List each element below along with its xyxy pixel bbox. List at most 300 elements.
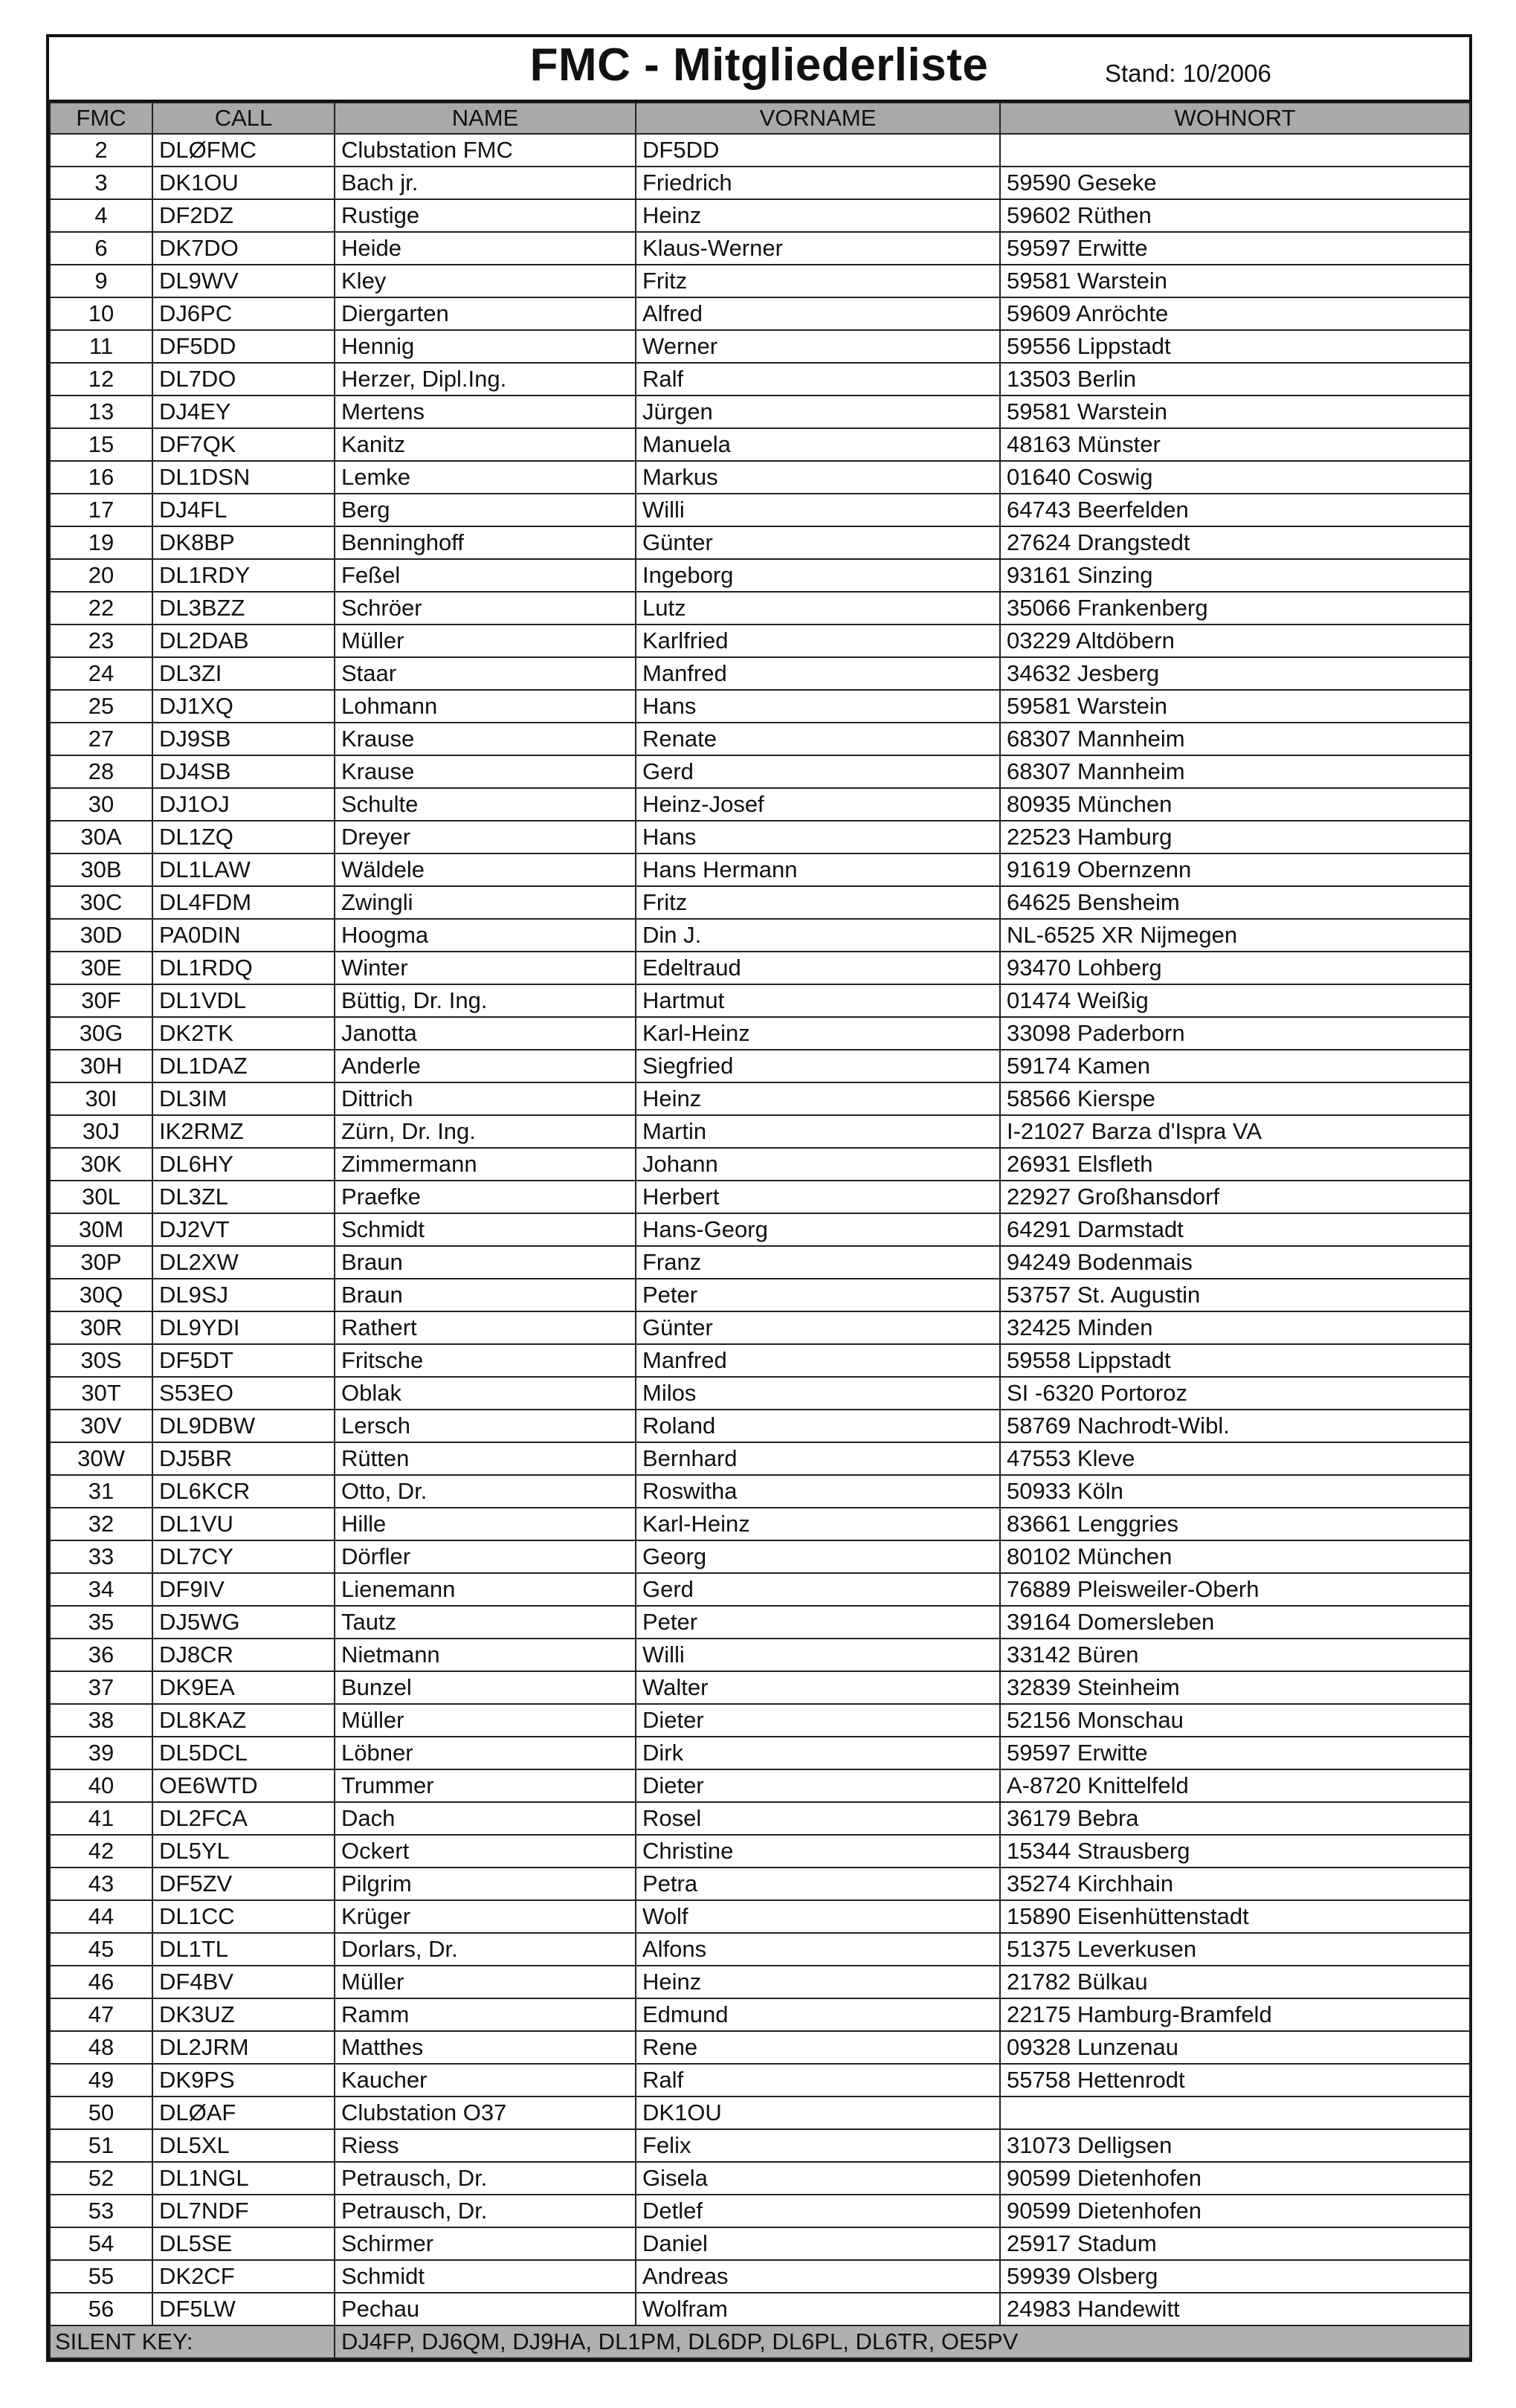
cell-call: DL3ZL [152, 1181, 335, 1213]
cell-name: Fritsche [335, 1344, 636, 1377]
cell-vorname: Din J. [636, 919, 1000, 952]
table-row [50, 2227, 1470, 2260]
cell-fmc: 33 [50, 1540, 152, 1573]
table-row [50, 723, 1470, 755]
table-row [50, 1181, 1470, 1213]
cell-name: Braun [335, 1246, 636, 1279]
cell-name: Müller [335, 1704, 636, 1737]
table-row [50, 1344, 1470, 1377]
table-row [50, 984, 1470, 1017]
cell-wohnort: 90599 Dietenhofen [1000, 2162, 1470, 2195]
cell-name: Krause [335, 755, 636, 788]
cell-call: DJ5BR [152, 1442, 335, 1475]
cell-vorname: Milos [636, 1377, 1000, 1410]
cell-fmc: 16 [50, 461, 152, 494]
cell-wohnort: 47553 Kleve [1000, 1442, 1470, 1475]
cell-vorname: Roswitha [636, 1475, 1000, 1508]
table-row [50, 1442, 1470, 1475]
cell-call: DL7NDF [152, 2195, 335, 2227]
cell-wohnort: 26931 Elsfleth [1000, 1148, 1470, 1181]
cell-call: DL1TL [152, 1933, 335, 1966]
cell-vorname: Ralf [636, 363, 1000, 396]
cell-wohnort: I-21027 Barza d'Ispra VA [1000, 1115, 1470, 1148]
cell-call: DJ2VT [152, 1213, 335, 1246]
cell-name: Janotta [335, 1017, 636, 1050]
cell-name: Winter [335, 952, 636, 984]
cell-name: Hille [335, 1508, 636, 1540]
cell-call: DL1RDQ [152, 952, 335, 984]
cell-name: Rathert [335, 1311, 636, 1344]
cell-call: DL8KAZ [152, 1704, 335, 1737]
cell-wohnort: 59597 Erwitte [1000, 1737, 1470, 1769]
cell-wohnort: 22175 Hamburg-Bramfeld [1000, 1998, 1470, 2031]
table-row [50, 1377, 1470, 1410]
cell-fmc: 31 [50, 1475, 152, 1508]
cell-fmc: 22 [50, 592, 152, 624]
cell-wohnort: 52156 Monschau [1000, 1704, 1470, 1737]
cell-name: Anderle [335, 1050, 636, 1082]
cell-vorname: Karl-Heinz [636, 1017, 1000, 1050]
cell-vorname: Daniel [636, 2227, 1000, 2260]
cell-call: DJ4SB [152, 755, 335, 788]
table-row [50, 1802, 1470, 1835]
cell-name: Benninghoff [335, 526, 636, 559]
cell-vorname: Ralf [636, 2064, 1000, 2096]
table-row [50, 428, 1470, 461]
cell-call: DL5SE [152, 2227, 335, 2260]
table-row [50, 952, 1470, 984]
cell-fmc: 36 [50, 1639, 152, 1671]
cell-call: DJ1OJ [152, 788, 335, 821]
cell-vorname: Alfons [636, 1933, 1000, 1966]
cell-call: DJ5WG [152, 1606, 335, 1639]
table-row [50, 1082, 1470, 1115]
cell-wohnort: 50933 Köln [1000, 1475, 1470, 1508]
cell-fmc: 27 [50, 723, 152, 755]
table-row [50, 1933, 1470, 1966]
cell-fmc: 50 [50, 2096, 152, 2129]
table-row [50, 297, 1470, 330]
table-row [50, 1475, 1470, 1508]
cell-fmc: 37 [50, 1671, 152, 1704]
cell-name: Dach [335, 1802, 636, 1835]
cell-fmc: 30B [50, 853, 152, 886]
cell-call: DF2DZ [152, 199, 335, 232]
cell-vorname: Herbert [636, 1181, 1000, 1213]
cell-call: DL2XW [152, 1246, 335, 1279]
table-row [50, 2031, 1470, 2064]
cell-vorname: Karlfried [636, 624, 1000, 657]
cell-wohnort: SI -6320 Portoroz [1000, 1377, 1470, 1410]
cell-wohnort: 55758 Hettenrodt [1000, 2064, 1470, 2096]
table-row [50, 624, 1470, 657]
cell-vorname: Lutz [636, 592, 1000, 624]
cell-fmc: 41 [50, 1802, 152, 1835]
cell-vorname: Peter [636, 1279, 1000, 1311]
cell-name: Bach jr. [335, 167, 636, 199]
cell-fmc: 24 [50, 657, 152, 690]
cell-wohnort: 35274 Kirchhain [1000, 1868, 1470, 1900]
cell-fmc: 30 [50, 788, 152, 821]
cell-call: PA0DIN [152, 919, 335, 952]
cell-name: Matthes [335, 2031, 636, 2064]
table-row [50, 592, 1470, 624]
cell-fmc: 20 [50, 559, 152, 592]
cell-call: DL3BZZ [152, 592, 335, 624]
cell-name: Kley [335, 265, 636, 297]
cell-wohnort: 13503 Berlin [1000, 363, 1470, 396]
table-row [50, 265, 1470, 297]
cell-name: Krause [335, 723, 636, 755]
cell-name: Zimmermann [335, 1148, 636, 1181]
cell-call: DL6HY [152, 1148, 335, 1181]
cell-name: Müller [335, 624, 636, 657]
cell-name: Hoogma [335, 919, 636, 952]
cell-fmc: 39 [50, 1737, 152, 1769]
cell-vorname: Dirk [636, 1737, 1000, 1769]
cell-vorname: Bernhard [636, 1442, 1000, 1475]
cell-call: DL2JRM [152, 2031, 335, 2064]
table-row [50, 2129, 1470, 2162]
cell-fmc: 30D [50, 919, 152, 952]
cell-vorname: Fritz [636, 886, 1000, 919]
cell-call: DJ4FL [152, 494, 335, 526]
cell-name: Herzer, Dipl.Ing. [335, 363, 636, 396]
table-row [50, 1213, 1470, 1246]
member-table [49, 102, 1471, 2359]
cell-wohnort: 32839 Steinheim [1000, 1671, 1470, 1704]
cell-call: DL5XL [152, 2129, 335, 2162]
cell-vorname: Karl-Heinz [636, 1508, 1000, 1540]
cell-wohnort: 93161 Sinzing [1000, 559, 1470, 592]
cell-name: Schulte [335, 788, 636, 821]
cell-name: Lersch [335, 1410, 636, 1442]
table-row [50, 2293, 1470, 2325]
cell-wohnort: 80102 München [1000, 1540, 1470, 1573]
cell-vorname: Willi [636, 1639, 1000, 1671]
cell-fmc: 30C [50, 886, 152, 919]
cell-fmc: 2 [50, 134, 152, 167]
column-header-wohnort: WOHNORT [1000, 103, 1470, 134]
table-row [50, 2064, 1470, 2096]
cell-vorname: Siegfried [636, 1050, 1000, 1082]
cell-fmc: 30H [50, 1050, 152, 1082]
cell-fmc: 52 [50, 2162, 152, 2195]
cell-call: DF5ZV [152, 1868, 335, 1900]
cell-wohnort: 22523 Hamburg [1000, 821, 1470, 853]
cell-vorname: Rosel [636, 1802, 1000, 1835]
cell-call: DL2DAB [152, 624, 335, 657]
cell-fmc: 30K [50, 1148, 152, 1181]
cell-wohnort: 31073 Delligsen [1000, 2129, 1470, 2162]
table-row [50, 232, 1470, 265]
cell-vorname: Klaus-Werner [636, 232, 1000, 265]
cell-name: Schirmer [335, 2227, 636, 2260]
cell-call: DF5DD [152, 330, 335, 363]
cell-call: DL1VDL [152, 984, 335, 1017]
table-row [50, 1540, 1470, 1573]
cell-wohnort: 59609 Anröchte [1000, 297, 1470, 330]
cell-fmc: 40 [50, 1769, 152, 1802]
cell-fmc: 34 [50, 1573, 152, 1606]
table-row [50, 1508, 1470, 1540]
cell-wohnort: 58769 Nachrodt-Wibl. [1000, 1410, 1470, 1442]
table-row [50, 1148, 1470, 1181]
cell-fmc: 30E [50, 952, 152, 984]
table-row [50, 1573, 1470, 1606]
cell-name: Kaucher [335, 2064, 636, 2096]
cell-vorname: Alfred [636, 297, 1000, 330]
cell-call: DF5LW [152, 2293, 335, 2325]
cell-call: DK8BP [152, 526, 335, 559]
cell-fmc: 28 [50, 755, 152, 788]
cell-name: Nietmann [335, 1639, 636, 1671]
cell-call: DL5DCL [152, 1737, 335, 1769]
table-row [50, 755, 1470, 788]
cell-vorname: Christine [636, 1835, 1000, 1868]
cell-name: Riess [335, 2129, 636, 2162]
cell-name: Zwingli [335, 886, 636, 919]
cell-call: DL3ZI [152, 657, 335, 690]
cell-name: Trummer [335, 1769, 636, 1802]
cell-wohnort: 59602 Rüthen [1000, 199, 1470, 232]
cell-vorname: Roland [636, 1410, 1000, 1442]
cell-call: DL3IM [152, 1082, 335, 1115]
cell-wohnort: 09328 Lunzenau [1000, 2031, 1470, 2064]
cell-name: Lemke [335, 461, 636, 494]
cell-call: DL1VU [152, 1508, 335, 1540]
silent-key-calls: DJ4FP, DJ6QM, DJ9HA, DL1PM, DL6DP, DL6PL, DL6TR, OE5PV [335, 2325, 1470, 2358]
cell-fmc: 15 [50, 428, 152, 461]
cell-fmc: 51 [50, 2129, 152, 2162]
table-row [50, 2195, 1470, 2227]
cell-call: DL1CC [152, 1900, 335, 1933]
cell-call: DL4FDM [152, 886, 335, 919]
cell-name: Lienemann [335, 1573, 636, 1606]
cell-wohnort: 59558 Lippstadt [1000, 1344, 1470, 1377]
cell-vorname: Gerd [636, 755, 1000, 788]
column-header-call: CALL [152, 103, 335, 134]
cell-vorname: Werner [636, 330, 1000, 363]
cell-fmc: 30R [50, 1311, 152, 1344]
table-row [50, 199, 1470, 232]
cell-fmc: 32 [50, 1508, 152, 1540]
cell-fmc: 30Q [50, 1279, 152, 1311]
cell-vorname: DF5DD [636, 134, 1000, 167]
cell-wohnort: 21782 Bülkau [1000, 1966, 1470, 1998]
table-row [50, 1279, 1470, 1311]
cell-fmc: 19 [50, 526, 152, 559]
cell-wohnort: 83661 Lenggries [1000, 1508, 1470, 1540]
cell-fmc: 38 [50, 1704, 152, 1737]
table-row [50, 1639, 1470, 1671]
table-body [50, 134, 1470, 2325]
cell-vorname: Georg [636, 1540, 1000, 1573]
cell-vorname: Heinz-Josef [636, 788, 1000, 821]
table-row [50, 1410, 1470, 1442]
table-row [50, 363, 1470, 396]
cell-call: DL1NGL [152, 2162, 335, 2195]
cell-wohnort: 59581 Warstein [1000, 396, 1470, 428]
table-row [50, 461, 1470, 494]
cell-wohnort: 93470 Lohberg [1000, 952, 1470, 984]
cell-wohnort: 59581 Warstein [1000, 690, 1470, 723]
cell-wohnort: 24983 Handewitt [1000, 2293, 1470, 2325]
table-row [50, 2260, 1470, 2293]
cell-vorname: Heinz [636, 1082, 1000, 1115]
cell-name: Tautz [335, 1606, 636, 1639]
cell-call: DJ6PC [152, 297, 335, 330]
cell-wohnort: 59556 Lippstadt [1000, 330, 1470, 363]
table-row [50, 1606, 1470, 1639]
table-row [50, 821, 1470, 853]
cell-wohnort: 01640 Coswig [1000, 461, 1470, 494]
silent-key-label: SILENT KEY: [50, 2325, 335, 2358]
cell-call: DF4BV [152, 1966, 335, 1998]
cell-call: DJ1XQ [152, 690, 335, 723]
cell-vorname: Renate [636, 723, 1000, 755]
table-row [50, 1115, 1470, 1148]
cell-call: DLØAF [152, 2096, 335, 2129]
cell-name: Dörfler [335, 1540, 636, 1573]
cell-call: DF9IV [152, 1573, 335, 1606]
cell-call: DL1RDY [152, 559, 335, 592]
cell-fmc: 11 [50, 330, 152, 363]
cell-fmc: 6 [50, 232, 152, 265]
date-stamp: Stand: 10/2006 [1105, 59, 1271, 87]
cell-fmc: 23 [50, 624, 152, 657]
cell-wohnort: 32425 Minden [1000, 1311, 1470, 1344]
cell-name: Berg [335, 494, 636, 526]
cell-vorname: Heinz [636, 1966, 1000, 1998]
cell-fmc: 30F [50, 984, 152, 1017]
table-row [50, 788, 1470, 821]
cell-wohnort: 36179 Bebra [1000, 1802, 1470, 1835]
cell-call: DL2FCA [152, 1802, 335, 1835]
table-row [50, 1311, 1470, 1344]
cell-vorname: Willi [636, 494, 1000, 526]
cell-name: Oblak [335, 1377, 636, 1410]
cell-call: DL1LAW [152, 853, 335, 886]
cell-wohnort [1000, 2096, 1470, 2129]
cell-wohnort: 39164 Domersleben [1000, 1606, 1470, 1639]
cell-fmc: 46 [50, 1966, 152, 1998]
cell-vorname: Peter [636, 1606, 1000, 1639]
table-row [50, 396, 1470, 428]
cell-wohnort: 51375 Leverkusen [1000, 1933, 1470, 1966]
cell-fmc: 9 [50, 265, 152, 297]
cell-vorname: Hartmut [636, 984, 1000, 1017]
cell-vorname: Günter [636, 526, 1000, 559]
cell-name: Ockert [335, 1835, 636, 1868]
cell-name: Dreyer [335, 821, 636, 853]
cell-vorname: Hans [636, 821, 1000, 853]
cell-name: Büttig, Dr. Ing. [335, 984, 636, 1017]
table-row [50, 1246, 1470, 1279]
cell-name: Hennig [335, 330, 636, 363]
cell-name: Pilgrim [335, 1868, 636, 1900]
cell-call: DL6KCR [152, 1475, 335, 1508]
cell-name: Krüger [335, 1900, 636, 1933]
cell-name: Kanitz [335, 428, 636, 461]
cell-name: Wäldele [335, 853, 636, 886]
cell-vorname: Andreas [636, 2260, 1000, 2293]
cell-vorname: DK1OU [636, 2096, 1000, 2129]
table-row [50, 2096, 1470, 2129]
title-row [49, 37, 1469, 102]
silent-key-row [50, 2325, 1470, 2358]
cell-call: DF7QK [152, 428, 335, 461]
table-row [50, 1900, 1470, 1933]
cell-vorname: Günter [636, 1311, 1000, 1344]
cell-fmc: 44 [50, 1900, 152, 1933]
cell-name: Schmidt [335, 1213, 636, 1246]
cell-vorname: Martin [636, 1115, 1000, 1148]
cell-fmc: 30S [50, 1344, 152, 1377]
cell-wohnort: 48163 Münster [1000, 428, 1470, 461]
table-row [50, 919, 1470, 952]
cell-vorname: Friedrich [636, 167, 1000, 199]
column-header-vorname: VORNAME [636, 103, 1000, 134]
cell-call: DL1DSN [152, 461, 335, 494]
cell-fmc: 53 [50, 2195, 152, 2227]
cell-fmc: 45 [50, 1933, 152, 1966]
cell-name: Müller [335, 1966, 636, 1998]
cell-vorname: Fritz [636, 265, 1000, 297]
cell-name: Schröer [335, 592, 636, 624]
cell-name: Mertens [335, 396, 636, 428]
cell-call: DJ4EY [152, 396, 335, 428]
table-row [50, 1704, 1470, 1737]
cell-fmc: 30P [50, 1246, 152, 1279]
table-row [50, 1050, 1470, 1082]
cell-vorname: Edmund [636, 1998, 1000, 2031]
cell-vorname: Wolfram [636, 2293, 1000, 2325]
cell-call: DK1OU [152, 167, 335, 199]
table-row [50, 1737, 1470, 1769]
cell-wohnort: 64291 Darmstadt [1000, 1213, 1470, 1246]
cell-vorname: Petra [636, 1868, 1000, 1900]
cell-fmc: 4 [50, 199, 152, 232]
cell-call: DL7DO [152, 363, 335, 396]
cell-name: Praefke [335, 1181, 636, 1213]
table-row [50, 1998, 1470, 2031]
table-row [50, 134, 1470, 167]
cell-wohnort: 15890 Eisenhüttenstadt [1000, 1900, 1470, 1933]
cell-wohnort: 53757 St. Augustin [1000, 1279, 1470, 1311]
cell-name: Otto, Dr. [335, 1475, 636, 1508]
cell-name: Petrausch, Dr. [335, 2195, 636, 2227]
cell-fmc: 43 [50, 1868, 152, 1900]
cell-wohnort: 33098 Paderborn [1000, 1017, 1470, 1050]
cell-vorname: Edeltraud [636, 952, 1000, 984]
cell-call: DL7CY [152, 1540, 335, 1573]
cell-vorname: Detlef [636, 2195, 1000, 2227]
cell-call: IK2RMZ [152, 1115, 335, 1148]
cell-wohnort: 80935 München [1000, 788, 1470, 821]
cell-vorname: Manfred [636, 1344, 1000, 1377]
table-row [50, 657, 1470, 690]
table-row [50, 167, 1470, 199]
cell-wohnort: 76889 Pleisweiler-Oberh [1000, 1573, 1470, 1606]
table-row [50, 1966, 1470, 1998]
cell-wohnort: 25917 Stadum [1000, 2227, 1470, 2260]
page-title: FMC - Mitgliederliste [529, 39, 989, 91]
cell-wohnort [1000, 134, 1470, 167]
cell-fmc: 3 [50, 167, 152, 199]
cell-name: Staar [335, 657, 636, 690]
cell-call: DL9DBW [152, 1410, 335, 1442]
